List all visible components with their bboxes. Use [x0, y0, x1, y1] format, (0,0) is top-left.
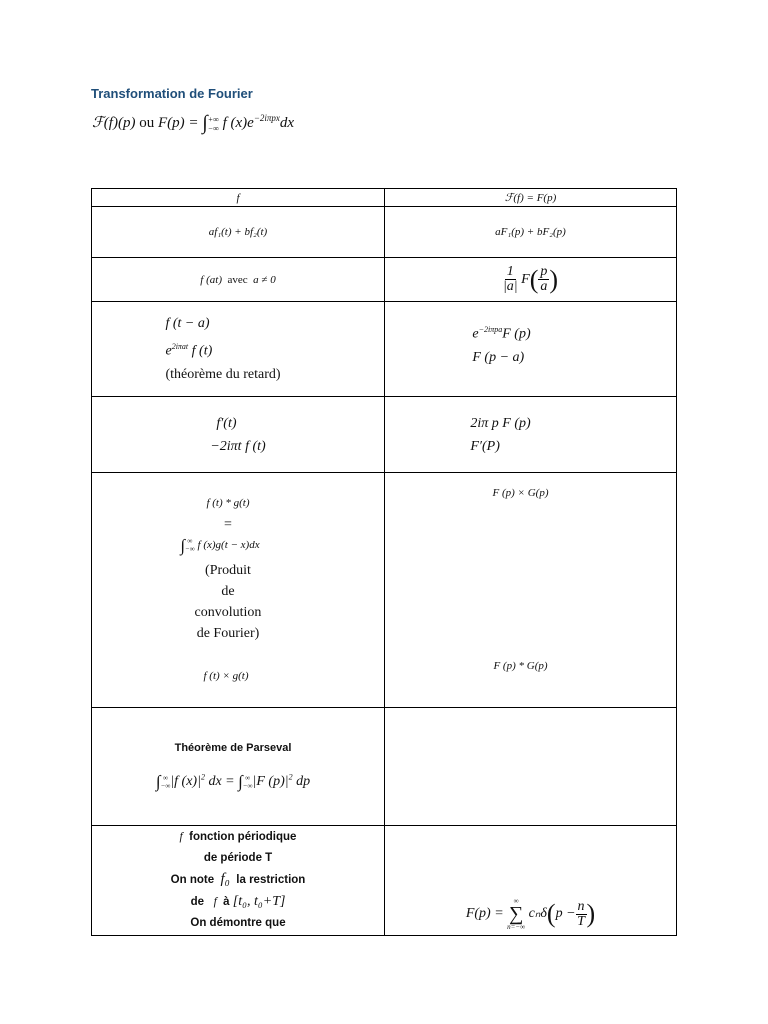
parseval-exp-left: 2 [200, 772, 205, 782]
scaling-right [385, 258, 677, 302]
convolution-right [385, 473, 677, 708]
scaling-left [92, 258, 385, 302]
integral-limits [208, 115, 219, 133]
derivative-right [385, 397, 677, 473]
derivative-line2: −2iπt f (t) [210, 438, 266, 454]
definition-exponent: −2iπpx [253, 112, 280, 123]
p-numerator: p [540, 264, 548, 279]
parseval-dp: dp [296, 773, 311, 789]
parseval-title: Théorème de Parseval [174, 741, 292, 754]
T-denominator: T [577, 913, 585, 929]
right-paren: ) [549, 264, 559, 294]
table-row-retard [92, 302, 677, 397]
page-heading: Transformation de Fourier [91, 86, 253, 101]
periodic-left [92, 826, 385, 936]
scaling-expr: f (at) [200, 273, 222, 286]
convolution-left [92, 473, 385, 708]
retard-right-exp: −2iπpa [478, 325, 503, 334]
parseval-limits-right [243, 774, 253, 790]
upper-limit: +∞ [207, 114, 219, 124]
conv-upper: ∞ [187, 537, 193, 546]
periodic-restriction: la restriction [236, 874, 306, 886]
periodic-f0: f₀ [220, 871, 230, 887]
fourier-definition [92, 112, 294, 135]
scaling-cond: a ≠ 0 [253, 273, 276, 286]
convolution-left-block [92, 493, 384, 687]
definition-rhs-prefix: F(p) = [157, 114, 199, 131]
retard-right-F: F (p) [502, 326, 531, 342]
convolution-equals: = [224, 516, 232, 532]
scaling-avec: avec [227, 273, 248, 286]
sum-sign-block [507, 897, 525, 931]
definition-dx: dx [279, 114, 295, 131]
periodic-lhs: F(p) = [465, 906, 504, 922]
periodic-note: On note [170, 874, 215, 886]
periodic-a: à [223, 896, 230, 908]
fraction-numerator: 1 [506, 264, 514, 279]
n-numerator: n [577, 898, 585, 914]
integral-sign: ∫ [180, 535, 186, 555]
scaling-p-over-a [538, 265, 549, 294]
fraction-denominator: |a| [502, 279, 518, 294]
retard-right-e: e [472, 326, 479, 342]
retard-left-block [165, 312, 280, 386]
conv-lower: −∞ [185, 545, 195, 554]
linearity-left: af₁(t) + bf₂(t) [92, 207, 385, 258]
convolution-product: f (t) × g(t) [203, 670, 249, 683]
periodic-p: p − [555, 906, 576, 922]
pars-lower-right: −∞ [242, 781, 253, 790]
retard-line2 [165, 335, 280, 363]
definition-ou: ou [139, 114, 155, 131]
parseval-left [92, 708, 385, 826]
periodic-line3 [92, 869, 384, 891]
lower-limit: −∞ [207, 123, 219, 133]
convolution-right-line1: F (p) × G(p) [492, 487, 549, 499]
left-paren: ( [546, 899, 556, 928]
pars-upper-right: ∞ [245, 773, 251, 782]
derivative-right-line2: F′(P) [470, 438, 500, 454]
convolution-line1: f (t) * g(t) [206, 496, 250, 509]
convolution-integral [56, 535, 384, 556]
table-row-convolution [92, 473, 677, 708]
retard-right-line1 [472, 318, 530, 346]
retard-right-block [472, 318, 530, 369]
periodic-interval: [t₀, t₀+T] [232, 894, 286, 909]
retard-f: f (t) [188, 343, 213, 359]
a-denominator: a [540, 279, 548, 294]
periodic-term: cₙδ [528, 906, 547, 922]
table-row-parseval [92, 708, 677, 826]
left-paren: ( [529, 264, 539, 294]
retard-right-line2: F (p − a) [472, 349, 525, 365]
fourier-table [91, 188, 677, 936]
parseval-lhs: |f (x)| [170, 773, 201, 789]
definition-integrand: f (x)e [222, 114, 254, 131]
table-header-row [92, 189, 677, 207]
sum-sign: ∑ [508, 903, 524, 925]
header-right: ℱ(f) = F(p) [385, 189, 677, 207]
parseval-rhs: |F (p)| [252, 773, 289, 789]
periodic-formula [385, 897, 676, 931]
scaling-fraction [503, 265, 518, 294]
convolution-text1: (Produit [205, 563, 251, 579]
derivative-line1: f′(t) [216, 415, 237, 431]
retard-exp: 2iπat [171, 342, 189, 352]
periodic-f-2: f [213, 896, 217, 908]
retard-e: e [165, 343, 172, 359]
periodic-f: f [179, 831, 183, 843]
retard-line3: (théorème du retard) [165, 366, 281, 382]
scaling-F: F [521, 271, 530, 287]
integral-sign: ∫ [155, 771, 161, 791]
convolution-text3: convolution [194, 605, 262, 621]
periodic-line1-text: fonction périodique [189, 831, 297, 843]
right-paren: ) [586, 899, 596, 928]
convolution-right-line2: F (p) * G(p) [493, 660, 548, 672]
table-row-periodic [92, 826, 677, 936]
derivative-right-line1: 2iπ p F (p) [470, 415, 531, 431]
sum-upper: ∞ [513, 897, 519, 905]
derivative-right-block [470, 412, 530, 458]
periodic-right [385, 826, 677, 936]
header-left: f [92, 189, 385, 207]
table-row-derivative [92, 397, 677, 473]
parseval-limits-left [161, 774, 171, 790]
integral-sign: ∫ [238, 771, 243, 791]
periodic-line2: de période T [203, 852, 273, 864]
derivative-left-block [210, 412, 265, 458]
pars-lower-left: −∞ [160, 781, 171, 790]
periodic-de: de [190, 896, 204, 908]
retard-right [385, 302, 677, 397]
conv-integrand: f (x)g(t − x)dx [197, 539, 260, 552]
parseval-exp-right: 2 [288, 772, 293, 782]
retard-line1: f (t − a) [165, 316, 210, 332]
table-row-scaling [92, 258, 677, 302]
parseval-right [385, 708, 677, 826]
periodic-line4 [92, 891, 384, 913]
integral-sign: ∫ [202, 112, 208, 134]
convolution-limits [185, 537, 195, 553]
pars-upper-left: ∞ [162, 773, 168, 782]
derivative-left [92, 397, 385, 473]
periodic-line1 [92, 827, 384, 848]
parseval-dx: dx = [208, 773, 235, 789]
parseval-formula [82, 772, 384, 792]
n-over-T [576, 900, 587, 929]
table-row-linearity [92, 207, 677, 258]
convolution-text4: de Fourier) [196, 626, 260, 642]
linearity-right: aF₁(p) + bF₂(p) [385, 207, 677, 258]
definition-lhs: ℱ(f)(p) [92, 114, 136, 131]
retard-left [92, 302, 385, 397]
sum-lower: n=−∞ [507, 923, 526, 931]
periodic-line5: On démontre que [190, 917, 286, 929]
convolution-text2: de [221, 584, 235, 600]
